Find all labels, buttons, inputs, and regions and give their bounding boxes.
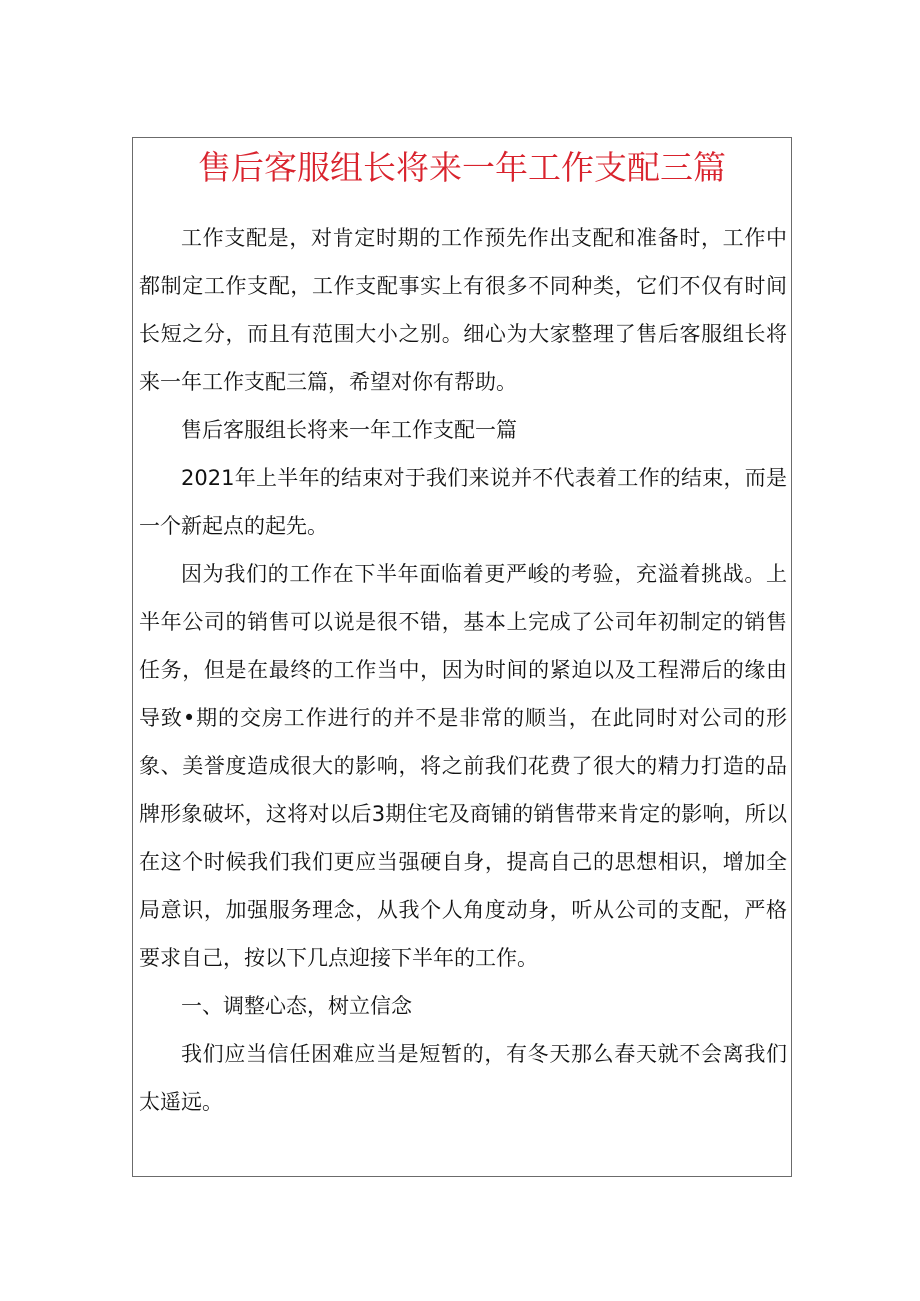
paragraph: 2021年上半年的结束对于我们来说并不代表着工作的结束，而是一个新起点的起先。 xyxy=(139,466,787,538)
document-title: 售后客服组长将来一年工作支配三篇 xyxy=(198,148,726,187)
document-body xyxy=(139,214,787,1126)
paragraph: 我们应当信任困难应当是短暂的，有冬天那么春天就不会离我们太遥远。 xyxy=(139,1042,787,1114)
paragraph-section-heading: 售后客服组长将来一年工作支配一篇 xyxy=(181,418,517,442)
paragraph-subheading: 一、调整心态，树立信念 xyxy=(181,994,412,1018)
document-frame xyxy=(132,137,792,1177)
paragraph-intro: 工作支配是，对肯定时期的工作预先作出支配和准备时，工作中都制定工作支配，工作支配事实上有很多不同种类，它们不仅有时间长短之分，而且有范围大小之别。细心为大家整理了售后客服组长将来一年工作支配三篇，希望对你有帮助。 xyxy=(139,226,787,394)
paragraph: 因为我们的工作在下半年面临着更严峻的考验，充溢着挑战。上半年公司的销售可以说是很不错，基本上完成了公司年初制定的销售任务，但是在最终的工作当中，因为时间的紧迫以及工程滞后的缘由导致•期的交房工作进行的并不是非常的顺当，在此同时对公司的形象、美誉度造成很大的影响，将之前我们花费了很大的精力打造的品牌形象破坏，这将对以后3期住宅及商铺的销售带来肯定的影响，所以在这个时候我们我们更应当强硬自身，提高自己的思想相识，增加全局意识，加强服务理念，从我个人角度动身，听从公司的支配，严格要求自己，按以下几点迎接下半年的工作。 xyxy=(139,562,787,970)
